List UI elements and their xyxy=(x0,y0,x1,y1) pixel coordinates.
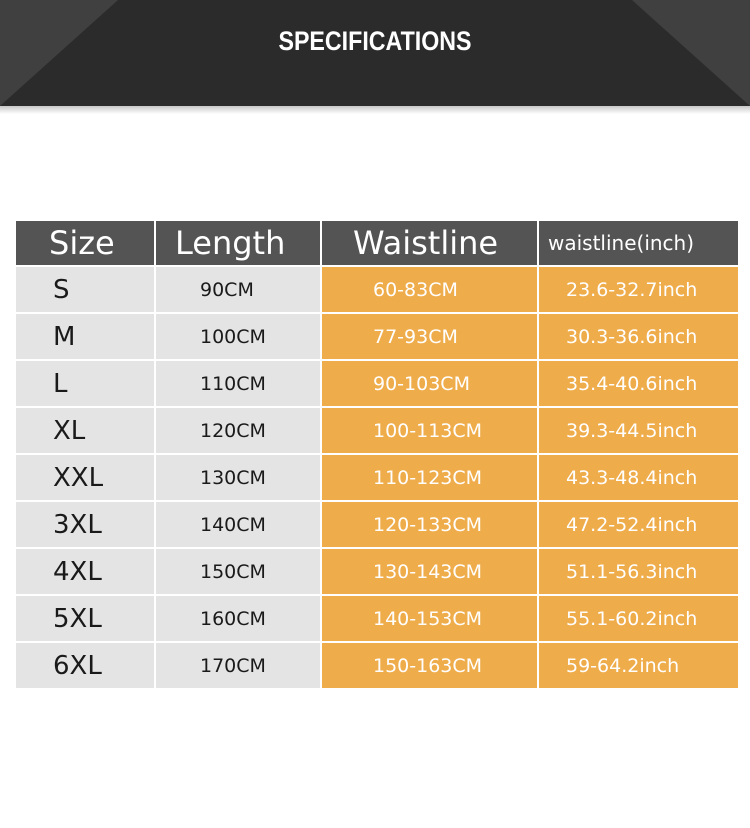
banner-shadow xyxy=(0,106,750,114)
table-row xyxy=(16,455,738,500)
waistline-inch-cell: 23.6-32.7inch xyxy=(539,267,738,312)
waistline-cm-cell: 100-113CM xyxy=(322,408,537,453)
size-chart-table xyxy=(14,219,740,690)
waistline-cm-cell: 130-143CM xyxy=(322,549,537,594)
length-cell: 130CM xyxy=(156,455,320,500)
table-row xyxy=(16,502,738,547)
size-cell: 3XL xyxy=(16,502,154,547)
length-cell: 140CM xyxy=(156,502,320,547)
length-cell: 90CM xyxy=(156,267,320,312)
waistline-inch-cell: 35.4-40.6inch xyxy=(539,361,738,406)
column-header-size: Size xyxy=(16,221,154,265)
size-cell: S xyxy=(16,267,154,312)
table-row xyxy=(16,643,738,688)
length-cell: 170CM xyxy=(156,643,320,688)
waistline-cm-cell: 120-133CM xyxy=(322,502,537,547)
waistline-cm-cell: 140-153CM xyxy=(322,596,537,641)
table-row xyxy=(16,267,738,312)
size-cell: 5XL xyxy=(16,596,154,641)
table-row xyxy=(16,408,738,453)
size-cell: M xyxy=(16,314,154,359)
waistline-cm-cell: 77-93CM xyxy=(322,314,537,359)
column-header-waistline: Waistline xyxy=(322,221,537,265)
waistline-inch-cell: 43.3-48.4inch xyxy=(539,455,738,500)
waistline-inch-cell: 51.1-56.3inch xyxy=(539,549,738,594)
size-cell: L xyxy=(16,361,154,406)
length-cell: 150CM xyxy=(156,549,320,594)
waistline-cm-cell: 60-83CM xyxy=(322,267,537,312)
length-cell: 110CM xyxy=(156,361,320,406)
column-header-length: Length xyxy=(156,221,320,265)
page-title: SPECIFICATIONS xyxy=(278,26,472,56)
size-cell: XL xyxy=(16,408,154,453)
column-header-waistline-inch: waistline(inch) xyxy=(539,221,738,265)
size-cell: XXL xyxy=(16,455,154,500)
waistline-cm-cell: 90-103CM xyxy=(322,361,537,406)
size-cell: 6XL xyxy=(16,643,154,688)
size-cell: 4XL xyxy=(16,549,154,594)
waistline-cm-cell: 150-163CM xyxy=(322,643,537,688)
waistline-inch-cell: 55.1-60.2inch xyxy=(539,596,738,641)
length-cell: 100CM xyxy=(156,314,320,359)
waistline-cm-cell: 110-123CM xyxy=(322,455,537,500)
table-row xyxy=(16,596,738,641)
specifications-banner xyxy=(0,0,750,106)
table-row xyxy=(16,361,738,406)
table-row xyxy=(16,549,738,594)
waistline-inch-cell: 59-64.2inch xyxy=(539,643,738,688)
table-row xyxy=(16,314,738,359)
length-cell: 160CM xyxy=(156,596,320,641)
waistline-inch-cell: 39.3-44.5inch xyxy=(539,408,738,453)
waistline-inch-cell: 47.2-52.4inch xyxy=(539,502,738,547)
length-cell: 120CM xyxy=(156,408,320,453)
waistline-inch-cell: 30.3-36.6inch xyxy=(539,314,738,359)
table-header-row xyxy=(16,221,738,265)
